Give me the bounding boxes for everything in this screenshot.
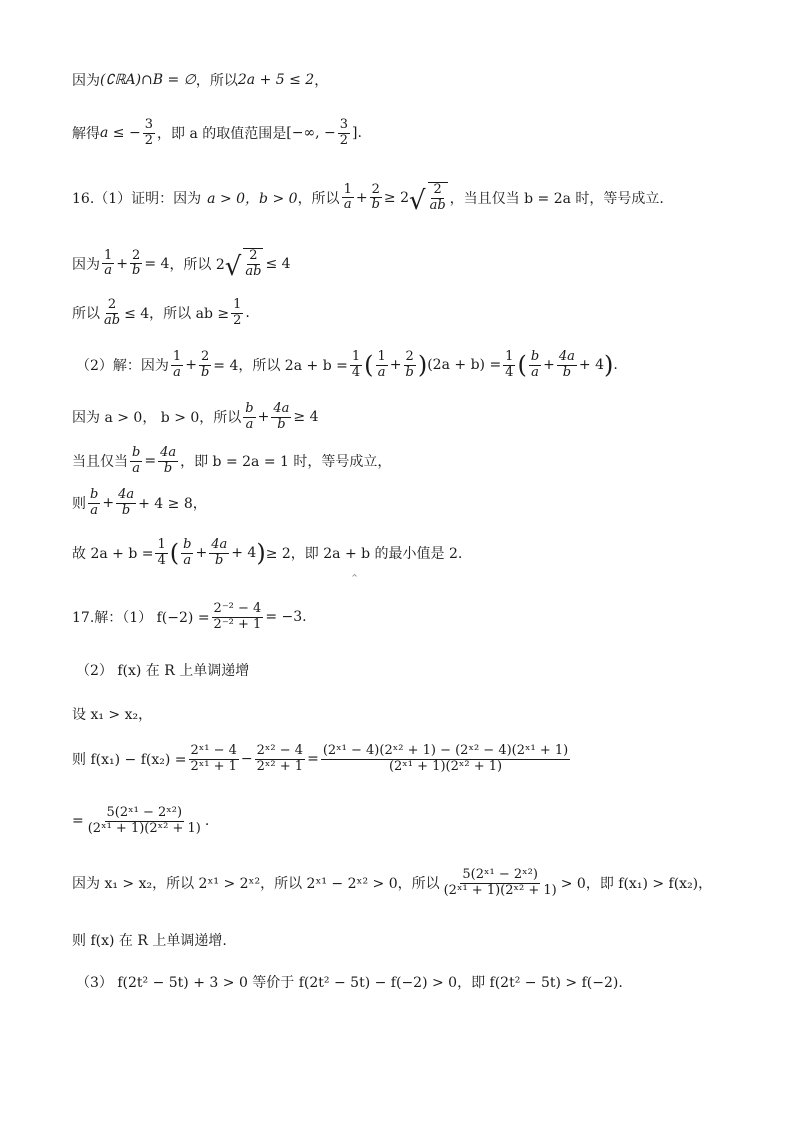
math: [−∞, − [286, 125, 336, 142]
fraction [255, 744, 305, 775]
math: ≥ 4 [293, 409, 319, 426]
p16-line2: 因为 $\frac{1}{a}$ + $\frac{2}{b}$ = 4 ，所以 2 √ $\frac{2}{ab}$ ≤ 4 [72, 247, 291, 282]
p17-line1 [72, 602, 307, 633]
num: 2ˣ¹ − 4 [190, 743, 237, 758]
op: ≥ 2 [383, 189, 409, 206]
math: + 4 [578, 357, 605, 374]
fraction [271, 402, 291, 433]
fraction [130, 446, 142, 477]
fraction [350, 350, 362, 381]
text: = 4，所以 2a + b = [213, 358, 348, 375]
num: 2ˣ² − 4 [256, 743, 304, 758]
num: 1 [104, 247, 113, 263]
text: ≤ 4，所以 ab ≥ [124, 306, 230, 323]
fraction [155, 538, 167, 569]
text: 设 x₁ > x₂， [72, 707, 153, 723]
math: a > 0，b > 0 [207, 190, 298, 207]
num: 2 [433, 182, 442, 197]
den: 4 [157, 552, 166, 568]
fraction [231, 298, 243, 329]
num: 2 [249, 248, 258, 263]
text: . [204, 813, 210, 830]
p15-line2 [72, 118, 362, 149]
text: ，当且仅当 b = 2a 时，等号成立. [449, 190, 664, 207]
text: 所以 [72, 306, 100, 323]
den: b [200, 364, 210, 380]
op: + [355, 189, 368, 206]
text: . [613, 357, 618, 374]
den: (2ˣ¹ + 1)(2ˣ² + 1) [87, 820, 201, 836]
text: 因为 a > 0， b > 0，所以 [72, 410, 242, 427]
text: > 0，即 f(x₁) > f(x₂)， [560, 876, 713, 893]
math: 2a + 5 ≤ 2 [237, 72, 315, 88]
p17-line7 [72, 930, 227, 950]
p17-line2 [76, 660, 249, 680]
den: a [183, 552, 192, 568]
math: + 4 ≥ 8， [138, 496, 207, 513]
math: = −3. [265, 609, 307, 626]
num: 1 [157, 537, 166, 552]
den: 4 [351, 364, 361, 380]
fraction [102, 298, 122, 329]
num: 1 [377, 349, 386, 364]
op: − [240, 751, 253, 768]
fraction [189, 744, 239, 775]
den: b [405, 364, 414, 380]
p17-line4 [72, 744, 572, 775]
op: = [307, 751, 319, 768]
text: 17.解：（1） f(−2) = [72, 610, 210, 627]
text: 16.（1）证明：因为 [72, 190, 202, 207]
fraction [130, 249, 142, 280]
text: . [357, 125, 362, 142]
den: 2 [144, 132, 153, 148]
fraction [442, 868, 559, 899]
den: b [371, 197, 380, 213]
fraction [88, 488, 100, 519]
math: + 4 [231, 545, 257, 562]
text: 因为 x₁ > x₂，所以 2ˣ¹ > 2ˣ²，所以 2ˣ¹ − 2ˣ² > 0，所以 [72, 876, 440, 893]
den: b [132, 263, 141, 279]
fraction [376, 350, 388, 381]
fraction [171, 350, 183, 381]
num: 3 [144, 117, 153, 132]
fraction [529, 350, 541, 381]
p17-line6 [72, 868, 712, 899]
p16-line3 [72, 298, 250, 329]
den: a [343, 197, 352, 213]
text: （2）解：因为 [76, 358, 169, 375]
num: b [90, 487, 99, 502]
p15-line1 [72, 70, 328, 90]
p17-line3 [72, 704, 152, 724]
den: 2ˣ¹ + 1 [190, 758, 237, 774]
text: 则 f(x₁) − f(x₂) = [72, 752, 187, 769]
text: ，即 a 的取值范围是 [157, 126, 287, 143]
text: 因为 [72, 256, 100, 273]
text: 故 2a + b = [72, 546, 154, 563]
den: a [90, 502, 99, 518]
op: = [72, 813, 84, 830]
num: 2 [371, 181, 380, 197]
num: (2ˣ¹ − 4)(2ˣ² + 1) − (2ˣ² − 4)(2ˣ¹ + 1) [322, 743, 569, 758]
fraction [370, 183, 382, 214]
fraction [143, 118, 155, 149]
den: (2ˣ¹ + 1)(2ˣ² + 1) [388, 758, 503, 774]
text: （3） f(2t² − 5t) + 3 > 0 等价于 f(2t² − 5t) − f(−2) > 0，即 f(2t² − 5t) > f(−2). [76, 975, 623, 991]
fraction [503, 350, 515, 381]
p17-line5 [72, 806, 209, 837]
text: 解得 [72, 126, 100, 143]
math: (∁ℝA)∩B = ∅ [100, 72, 196, 88]
math: a ≤ − [100, 125, 141, 142]
num: b [132, 445, 141, 460]
text: ≤ 4 [265, 255, 291, 272]
fraction [116, 488, 136, 519]
fraction [557, 350, 577, 381]
fraction [243, 402, 255, 433]
fraction [181, 538, 193, 569]
num: 1 [233, 297, 242, 312]
num: 2 [405, 349, 414, 364]
text: 则 [72, 496, 86, 513]
text: . [245, 305, 250, 322]
text: ，所以 2 [169, 256, 225, 273]
fraction [321, 744, 570, 775]
den: b [121, 502, 131, 518]
p16-line8: 故 2a + b = $\frac{1}{4}$ ( $\frac{b}{a}$ + $\frac{4a}{b}$ + 4 ) ≥ 2，即 2a + b 的最小值是 2. [72, 537, 463, 568]
scan-mark: ⌃ [350, 572, 360, 585]
fraction [199, 350, 211, 381]
den: ab [429, 197, 446, 213]
fraction [86, 806, 203, 837]
num: 4a [160, 445, 177, 460]
den: a [377, 364, 386, 380]
den: 2 [339, 132, 349, 148]
num: 4a [273, 401, 290, 416]
den: 2 [233, 312, 242, 328]
den: ab [104, 312, 121, 328]
math: (2a + b) = [427, 357, 502, 374]
p17-line8 [76, 972, 623, 992]
text: （2） f(x) 在 R 上单调递增 [76, 663, 250, 679]
den: b [163, 460, 173, 476]
den: b [277, 416, 286, 432]
fraction [209, 538, 229, 569]
den: ab [245, 263, 262, 279]
text: ， [314, 73, 329, 89]
num: 1 [505, 349, 514, 364]
num: 4a [118, 487, 135, 502]
p16-q1 [72, 182, 664, 214]
text: ，所以 [195, 73, 238, 89]
p16-line6: 当且仅当 $\frac{b}{a}$ = $\frac{4a}{b}$ ，即 b = 2a = 1 时，等号成立， [72, 445, 392, 476]
den: a [531, 364, 539, 380]
den: a [132, 460, 141, 476]
num: 4a [558, 349, 575, 364]
num: 1 [343, 181, 352, 197]
fraction [158, 446, 178, 477]
num: 4a [211, 537, 228, 552]
num: 1 [351, 349, 361, 364]
op: = 4 [144, 255, 170, 272]
den: b [215, 552, 224, 568]
num: 5(2ˣ¹ − 2ˣ²) [106, 805, 183, 820]
text: 则 f(x) 在 R 上单调递增. [72, 933, 227, 949]
num: 2 [107, 297, 117, 312]
p16-line7: 则 $\frac{b}{a}$ + $\frac{4a}{b}$ + 4 ≥ 8， [72, 487, 207, 518]
den: a [104, 263, 113, 279]
fraction [338, 118, 350, 149]
p16-line5: 因为 a > 0， b > 0，所以 $\frac{b}{a}$ + $\frac{4a}{b}$ ≥ 4 [72, 401, 319, 432]
num: 2 [200, 349, 210, 364]
num: 2⁻² − 4 [213, 601, 262, 616]
den: 2ˣ² + 1 [256, 758, 304, 774]
text: ≥ 2，即 2a + b 的最小值是 2. [265, 546, 463, 563]
den: (2ˣ¹ + 1)(2ˣ² + 1) [443, 882, 557, 898]
math: ] [352, 125, 358, 142]
den: b [562, 364, 572, 380]
num: b [183, 537, 192, 552]
text: 当且仅当 [72, 454, 128, 471]
num: 3 [339, 117, 349, 132]
den: 4 [505, 364, 514, 380]
num: 2 [132, 247, 141, 263]
text: 因为 [72, 73, 100, 89]
fraction [404, 350, 416, 381]
num: 5(2ˣ¹ − 2ˣ²) [462, 867, 538, 882]
fraction [102, 249, 114, 280]
num: 1 [172, 349, 182, 364]
radical: √ $\frac{2}{ab}$ [409, 182, 446, 216]
fraction [212, 602, 264, 633]
den: a [245, 416, 254, 432]
fraction [342, 183, 354, 214]
num: b [530, 349, 540, 364]
den: a [173, 364, 181, 380]
text: ，即 b = 2a = 1 时，等号成立， [180, 454, 392, 471]
num: b [245, 401, 254, 416]
p16-q2: （2）解：因为 $\frac{1}{a}$ + $\frac{2}{b}$ = 4，所以 2a + b = $\frac{1}{4}$ ( $\frac{1}{a}$ + $\frac{2}{b}$ ) (2a + b) = $\frac{1}{4}$ ( $\frac{b}{a}$ + $\frac{4a}{b}$ + 4 ) . [76, 349, 618, 380]
radical: √ $\frac{2}{ab}$ [224, 248, 262, 282]
text: ，所以 [297, 190, 340, 207]
den: 2⁻² + 1 [213, 616, 262, 632]
